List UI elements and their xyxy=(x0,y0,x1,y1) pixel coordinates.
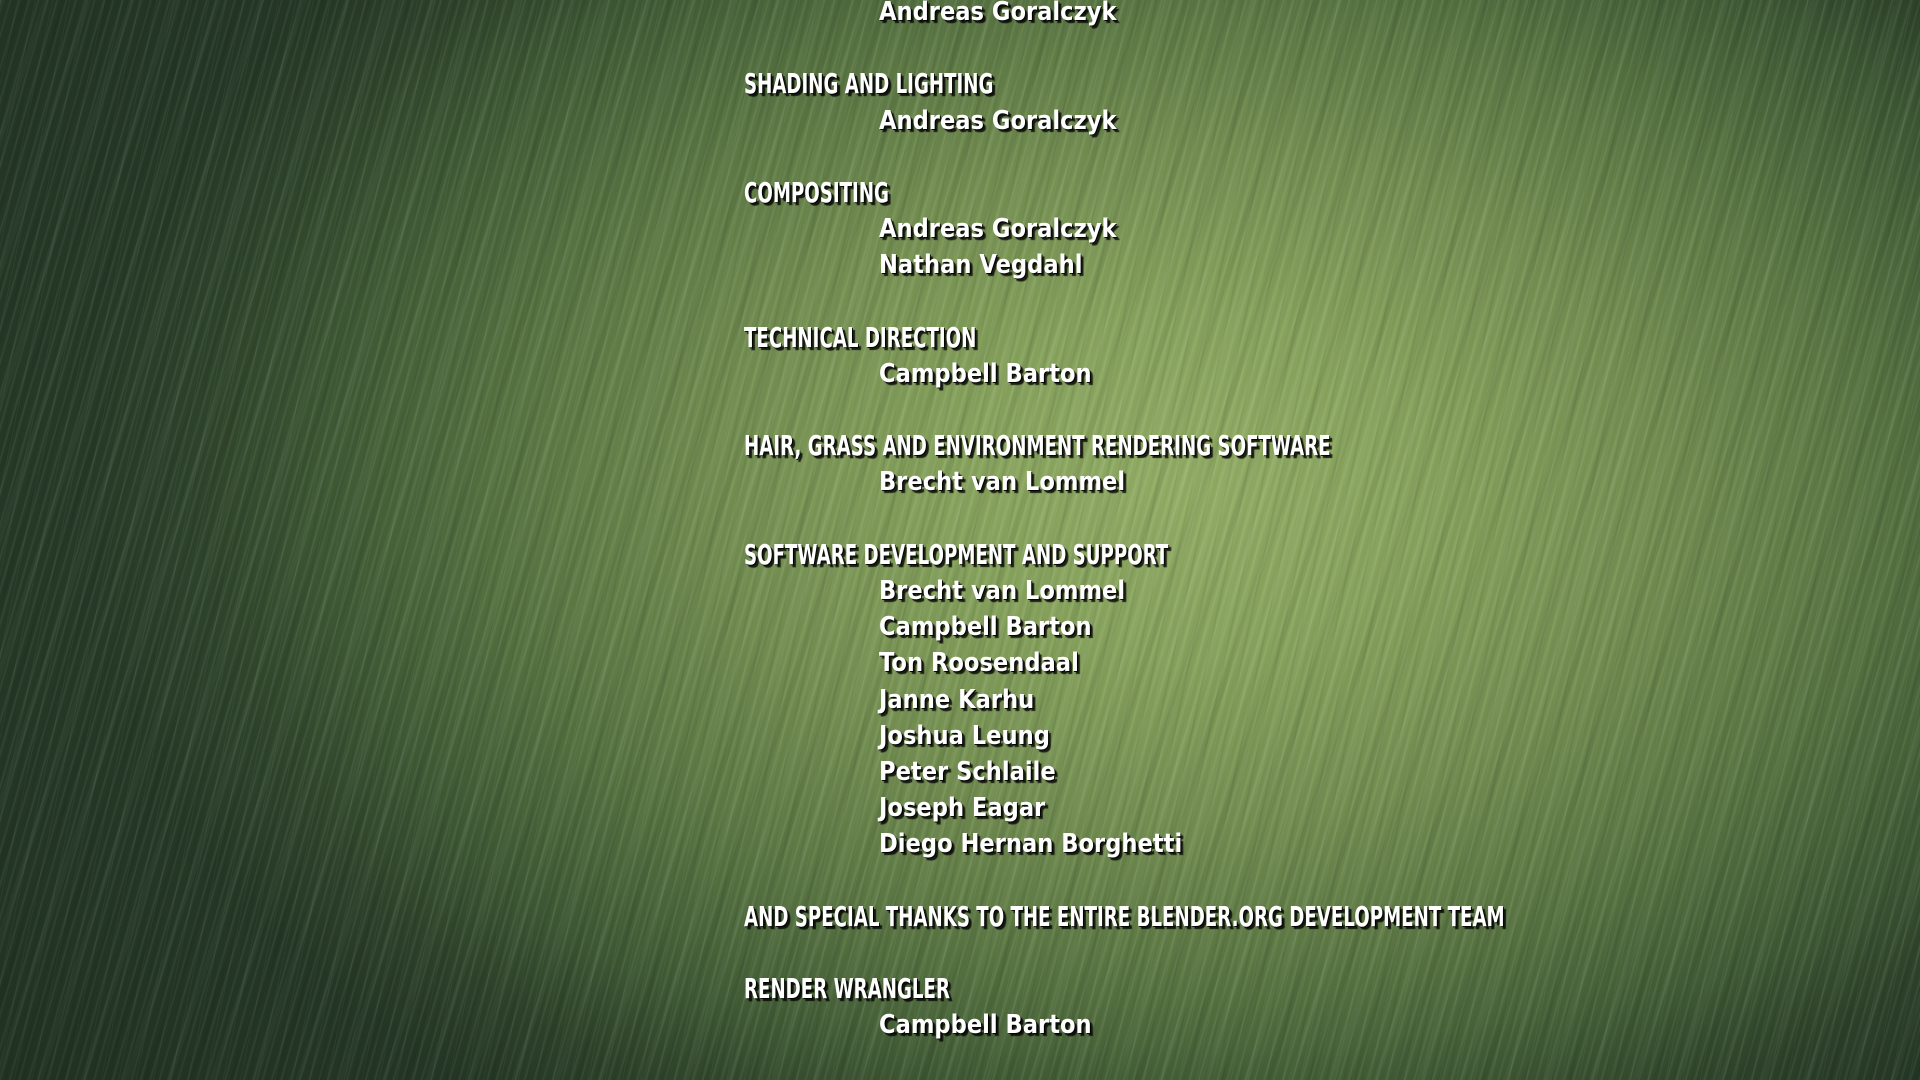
credit-name-text: Janne Karhu xyxy=(879,684,1035,715)
credit-name xyxy=(879,211,1914,247)
credit-name-text: Campbell Barton xyxy=(879,1010,1092,1041)
credit-name-text: Joshua Leung xyxy=(879,720,1050,751)
credit-name-text: Ton Roosendaal xyxy=(879,648,1079,679)
credits-section xyxy=(744,0,1914,30)
section-heading-text: TECHNICAL DIRECTION xyxy=(744,320,977,354)
credit-name xyxy=(879,1007,1914,1043)
credit-name-text: Campbell Barton xyxy=(879,358,1092,389)
section-heading-text: COMPOSITING xyxy=(744,175,889,209)
credit-name xyxy=(879,247,1914,283)
credit-name xyxy=(879,0,1914,30)
credit-name xyxy=(879,754,1914,790)
credit-name-text: Peter Schlaile xyxy=(879,756,1056,787)
section-heading xyxy=(744,537,1914,573)
credit-name xyxy=(879,573,1914,609)
credit-name xyxy=(879,609,1914,645)
section-heading xyxy=(744,428,1914,464)
credit-name xyxy=(879,645,1914,681)
section-heading xyxy=(744,175,1914,211)
section-heading-text: AND SPECIAL THANKS TO THE ENTIRE BLENDER.ORG DEVELOPMENT TEAM xyxy=(744,899,1505,933)
credit-name-text: Brecht van Lommel xyxy=(879,576,1126,606)
credits-roll xyxy=(744,0,1914,1043)
credit-name xyxy=(879,790,1914,826)
section-heading xyxy=(744,320,1914,356)
credit-name xyxy=(879,718,1914,754)
section-heading-text: SHADING AND LIGHTING xyxy=(744,67,994,101)
credit-name xyxy=(879,826,1914,862)
credits-section xyxy=(744,971,1914,1043)
credit-name xyxy=(879,356,1914,392)
section-heading-text: SOFTWARE DEVELOPMENT AND SUPPORT xyxy=(744,537,1169,571)
credit-name-text: Campbell Barton xyxy=(879,612,1092,643)
section-heading-text: RENDER WRANGLER xyxy=(744,972,950,1006)
credit-name xyxy=(879,682,1914,718)
credit-name-text: Andreas Goralczyk xyxy=(879,214,1117,245)
credits-section xyxy=(744,320,1914,392)
credits-section xyxy=(744,428,1914,500)
credit-name xyxy=(879,464,1914,500)
credit-name xyxy=(879,103,1914,139)
credits-section xyxy=(744,899,1914,935)
credit-name-text: Diego Hernan Borghetti xyxy=(879,829,1183,860)
credit-name-text: Joseph Eagar xyxy=(879,793,1046,824)
section-heading xyxy=(744,66,1914,102)
credit-name-text: Andreas Goralczyk xyxy=(879,105,1117,136)
credits-section xyxy=(744,66,1914,138)
section-heading-text: HAIR, GRASS AND ENVIRONMENT RENDERING SOFTWARE xyxy=(744,429,1331,463)
section-heading xyxy=(744,971,1914,1007)
credits-section xyxy=(744,537,1914,863)
credit-name-text: Brecht van Lommel xyxy=(879,467,1126,498)
section-heading xyxy=(744,899,1914,935)
credit-name-text: Nathan Vegdahl xyxy=(879,250,1083,281)
credits-section xyxy=(744,175,1914,284)
credit-name-text: Andreas Goralczyk xyxy=(879,0,1117,27)
